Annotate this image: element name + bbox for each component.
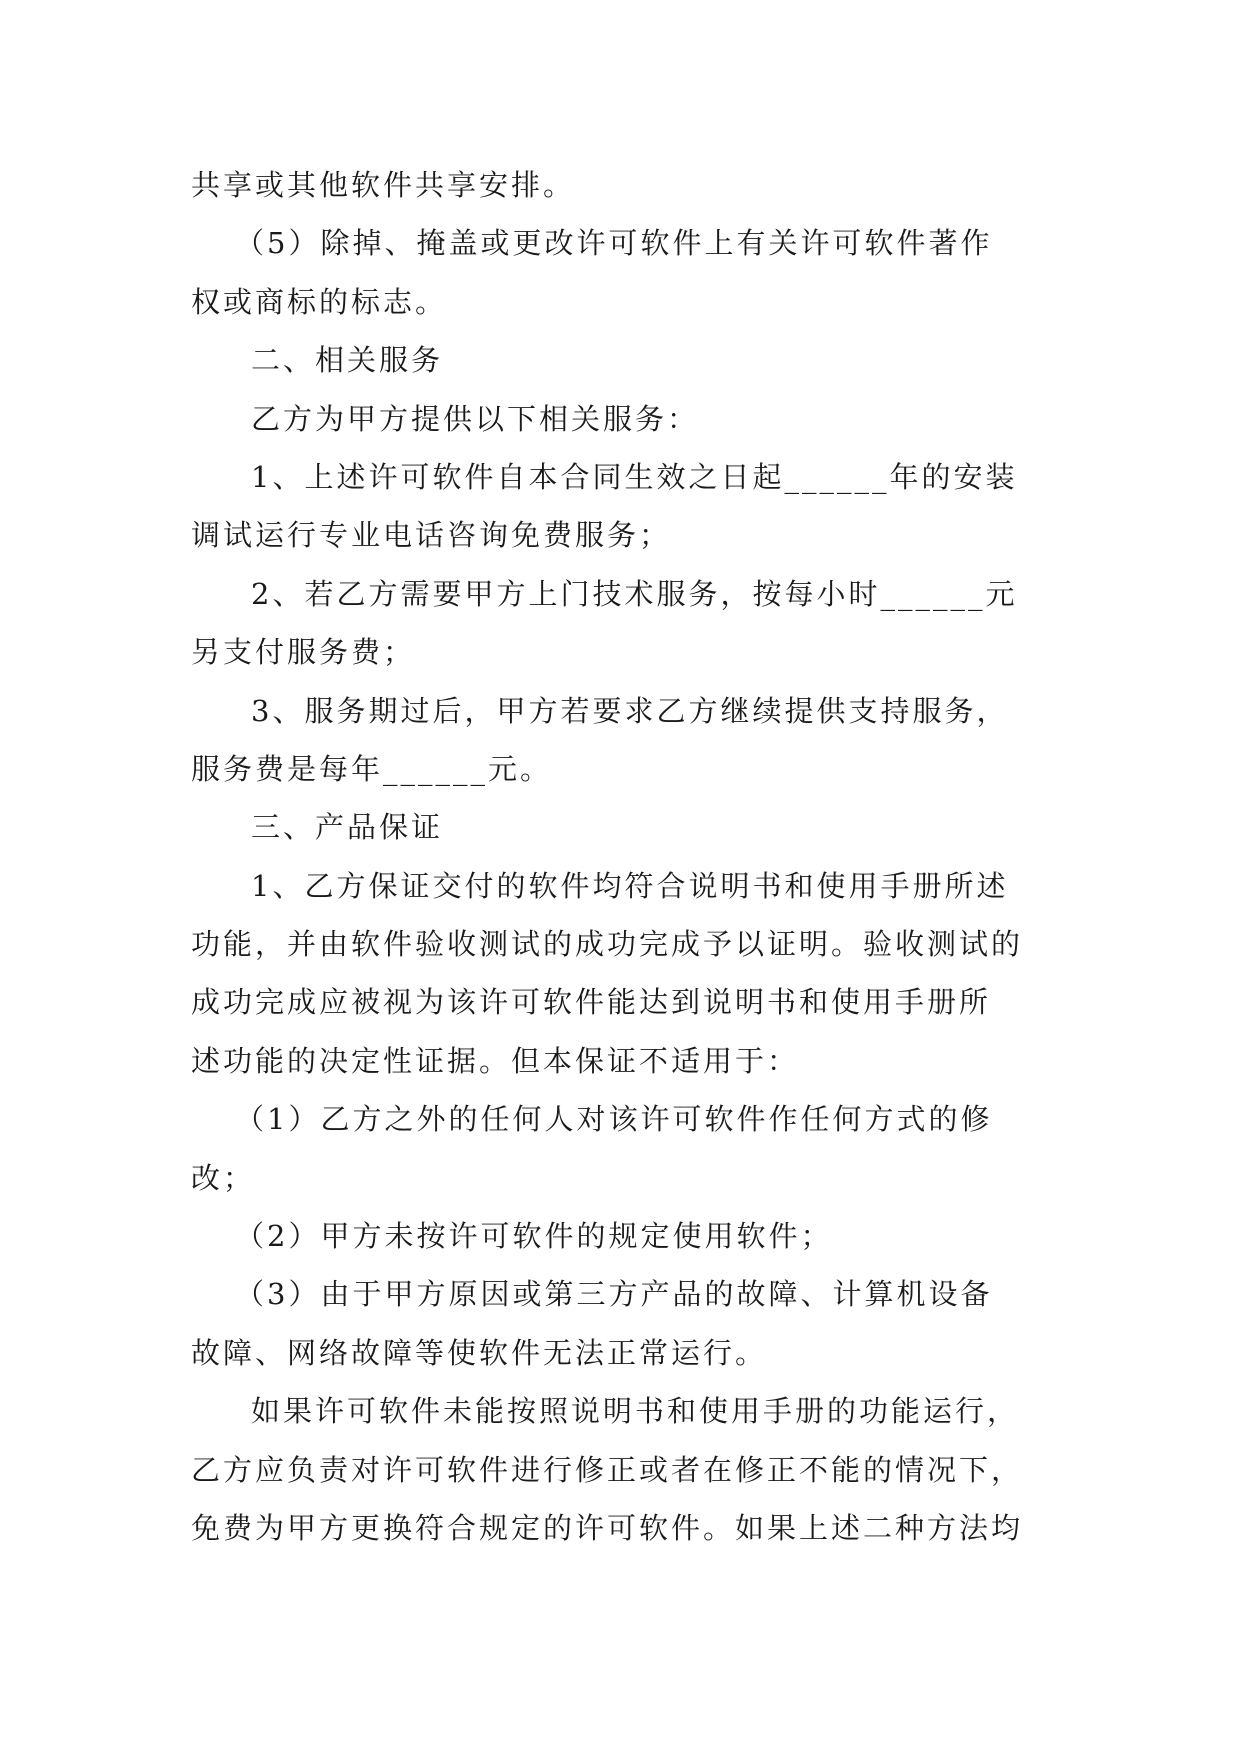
- body-line: 故障、网络故障等使软件无法正常运行。: [191, 1335, 768, 1370]
- body-line: 乙方为甲方提供以下相关服务：: [251, 401, 700, 436]
- section-heading: 三、产品保证: [251, 810, 444, 845]
- document-body: [191, 156, 1051, 1557]
- body-line: 1、上述许可软件自本合同生效之日起______年的安装: [251, 459, 1018, 494]
- body-line: 共享或其他软件共享安排。: [191, 168, 576, 202]
- body-line: 权或商标的标志。: [191, 284, 448, 319]
- body-line: 述功能的决定性证据。但本保证不适用于：: [191, 1043, 800, 1078]
- body-line: 另支付服务费；: [191, 635, 416, 670]
- section-heading: 二、相关服务: [251, 343, 444, 378]
- body-line: （3）由于甲方原因或第三方产品的故障、计算机设备: [235, 1277, 993, 1312]
- body-line: 服务费是每年______元。: [191, 751, 553, 786]
- body-line: 改；: [191, 1160, 256, 1195]
- body-line: （1）乙方之外的任何人对该许可软件作任何方式的修: [235, 1102, 993, 1137]
- body-line: 3、服务期过后，甲方若要求乙方继续提供支持服务，: [251, 693, 1009, 728]
- body-line: 如果许可软件未能按照说明书和使用手册的功能运行，: [251, 1394, 1020, 1429]
- body-line: 乙方应负责对许可软件进行修正或者在修正不能的情况下，: [191, 1452, 1024, 1487]
- body-line: 功能，并由软件验收测试的成功完成予以证明。验收测试的: [191, 927, 1024, 962]
- body-line: 1、乙方保证交付的软件均符合说明书和使用手册所述: [251, 868, 1009, 903]
- body-line: 调试运行专业电话咨询免费服务；: [191, 518, 672, 553]
- body-line: 2、若乙方需要甲方上门技术服务，按每小时______元: [251, 576, 1018, 611]
- body-line: （5）除掉、掩盖或更改许可软件上有关许可软件著作: [235, 226, 993, 261]
- body-line: 成功完成应被视为该许可软件能达到说明书和使用手册所: [191, 985, 992, 1020]
- body-line: 免费为甲方更换符合规定的许可软件。如果上述二种方法均: [191, 1510, 1024, 1545]
- body-line: （2）甲方未按许可软件的规定使用软件；: [235, 1219, 833, 1254]
